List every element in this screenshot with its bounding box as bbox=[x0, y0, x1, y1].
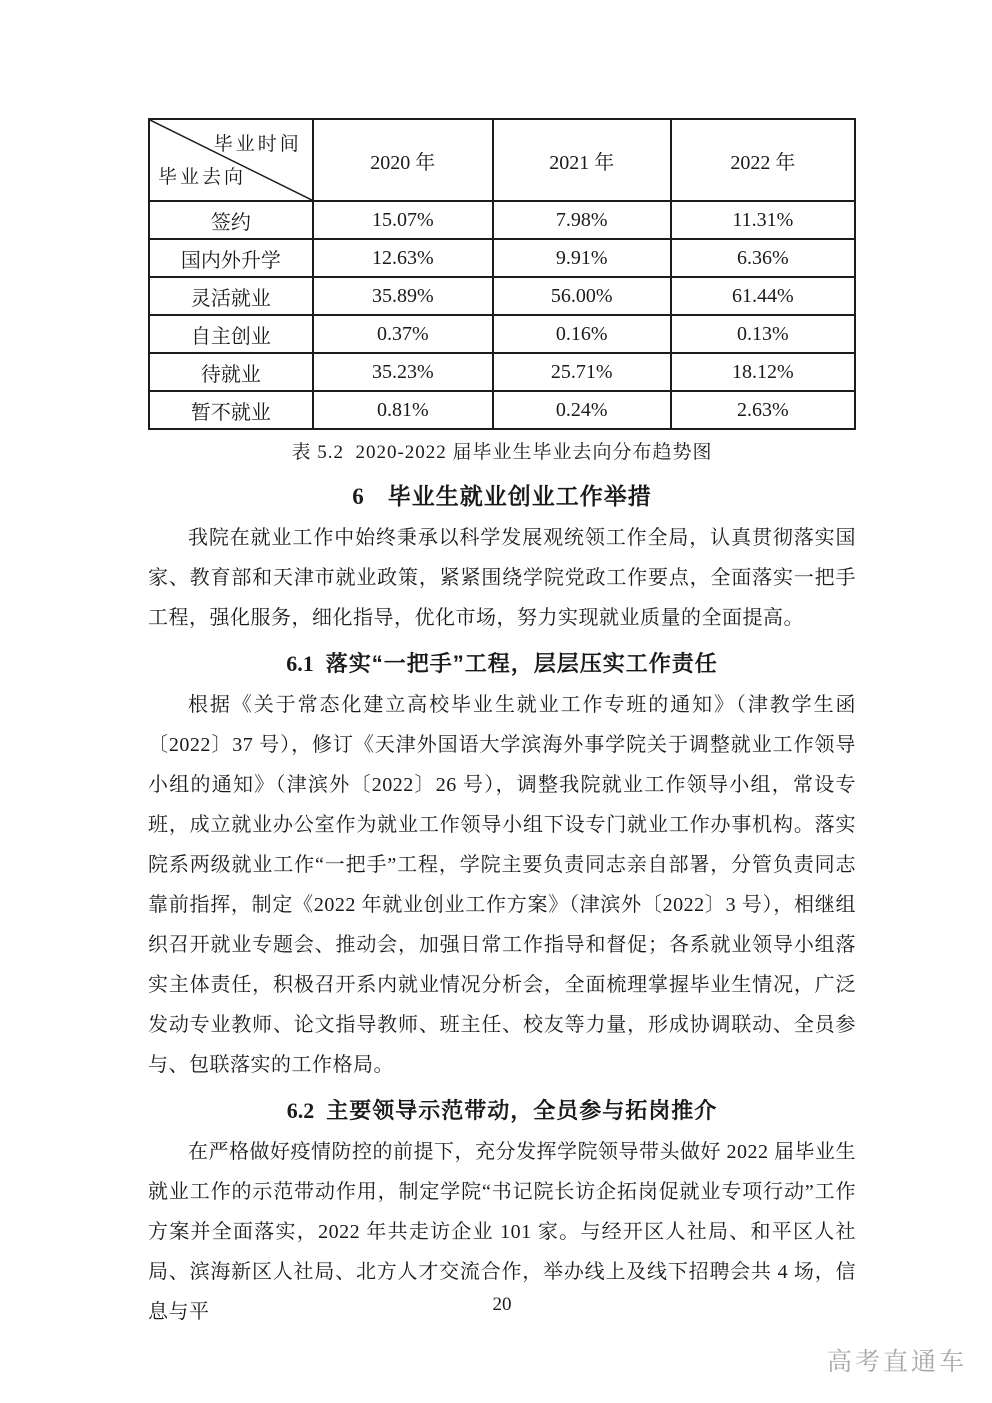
section-number: 6.1 bbox=[286, 651, 314, 676]
cell-value: 25.71% bbox=[493, 353, 671, 391]
cell-value: 7.98% bbox=[493, 201, 671, 239]
cell-value: 0.37% bbox=[313, 315, 493, 353]
page-number: 20 bbox=[492, 1294, 512, 1315]
table-row bbox=[149, 391, 855, 429]
cell-value: 61.44% bbox=[671, 277, 855, 315]
column-header-2020: 2020 年 bbox=[313, 119, 493, 201]
row-label: 灵活就业 bbox=[149, 277, 313, 315]
cell-value: 15.07% bbox=[313, 201, 493, 239]
cell-value: 0.81% bbox=[313, 391, 493, 429]
cell-value: 6.36% bbox=[671, 239, 855, 277]
corner-label-time: 毕业时间 bbox=[213, 134, 302, 155]
section-title: 落实“一把手”工程，层层压实工作责任 bbox=[325, 651, 718, 676]
row-label: 国内外升学 bbox=[149, 239, 313, 277]
cell-value: 0.16% bbox=[493, 315, 671, 353]
cell-value: 35.89% bbox=[313, 277, 493, 315]
graduation-destination-table bbox=[148, 118, 856, 430]
section-title: 主要领导示范带动，全员参与拓岗推介 bbox=[326, 1098, 718, 1123]
section-number: 6 bbox=[352, 484, 364, 509]
cell-value: 35.23% bbox=[313, 353, 493, 391]
cell-value: 0.24% bbox=[493, 391, 671, 429]
table-caption: 表 5.2 2020-2022 届毕业生毕业去向分布趋势图 bbox=[291, 442, 713, 463]
table-row bbox=[149, 315, 855, 353]
cell-value: 11.31% bbox=[671, 201, 855, 239]
row-label: 签约 bbox=[149, 201, 313, 239]
paragraph-6-1: 根据《关于常态化建立高校毕业生就业工作专班的通知》（津教学生函〔2022〕37 号），修订《天津外国语大学滨海外事学院关于调整就业工作领导小组的通知》（津滨外〔2022〕26 号），调整我院就业工作领导小组，常设专班，成立就业办公室作为就业工作领导小组下设专门就业工作办事机构。落实院系两级就业工作“一把手”工程，学院主要负责同志亲自部署，分管负责同志靠前指挥，制定《2022 年就业创业工作方案》（津滨外〔2022〕3 号），相继组织召开就业专题会、推动会，加强日常工作指导和督促；各系就业领导小组落实主体责任，积极召开系内就业情况分析会，全面梳理掌握毕业生情况，广泛发动专业教师、论文指导教师、班主任、校友等力量，形成协调联动、全员参与、包联落实的工作格局。 bbox=[148, 694, 856, 1076]
cell-value: 18.12% bbox=[671, 353, 855, 391]
section-title: 毕业生就业创业工作举措 bbox=[387, 483, 652, 509]
row-label: 待就业 bbox=[149, 353, 313, 391]
section-number: 6.2 bbox=[286, 1098, 315, 1123]
table-row bbox=[149, 239, 855, 277]
table-corner-cell bbox=[149, 119, 313, 201]
section-heading-6-1 bbox=[148, 647, 856, 678]
column-header-2021: 2021 年 bbox=[493, 119, 671, 201]
document-content bbox=[148, 118, 856, 1332]
cell-value: 56.00% bbox=[493, 277, 671, 315]
section-heading-6-2 bbox=[148, 1094, 856, 1125]
row-label: 自主创业 bbox=[149, 315, 313, 353]
table-row bbox=[149, 353, 855, 391]
table-header-row bbox=[149, 119, 855, 201]
section-heading-6 bbox=[148, 478, 856, 511]
paragraph-6: 我院在就业工作中始终秉承以科学发展观统领工作全局，认真贯彻落实国家、教育部和天津市就业政策，紧紧围绕学院党政工作要点，全面落实一把手工程，强化服务，细化指导，优化市场，努力实现就业质量的全面提高。 bbox=[148, 527, 856, 629]
paragraph-6-2: 在严格做好疫情防控的前提下，充分发挥学院领导带头做好 2022 届毕业生就业工作的示范带动作用，制定学院“书记院长访企拓岗促就业专项行动”工作方案并全面落实，2022 年共走访企业 101 家。与经开区人社局、和平区人社局、滨海新区人社局、北方人才交流合作，举办线上及线下招聘会共 4 场，信息与平 bbox=[148, 1141, 856, 1323]
column-header-2022: 2022 年 bbox=[671, 119, 855, 201]
corner-label-destination: 毕业去向 bbox=[158, 167, 247, 188]
cell-value: 0.13% bbox=[671, 315, 855, 353]
cell-value: 2.63% bbox=[671, 391, 855, 429]
row-label: 暂不就业 bbox=[149, 391, 313, 429]
cell-value: 12.63% bbox=[313, 239, 493, 277]
cell-value: 9.91% bbox=[493, 239, 671, 277]
watermark-gaokao-zhitongche: 高考直通车 bbox=[826, 1348, 967, 1376]
table-row bbox=[149, 201, 855, 239]
table-row bbox=[149, 277, 855, 315]
